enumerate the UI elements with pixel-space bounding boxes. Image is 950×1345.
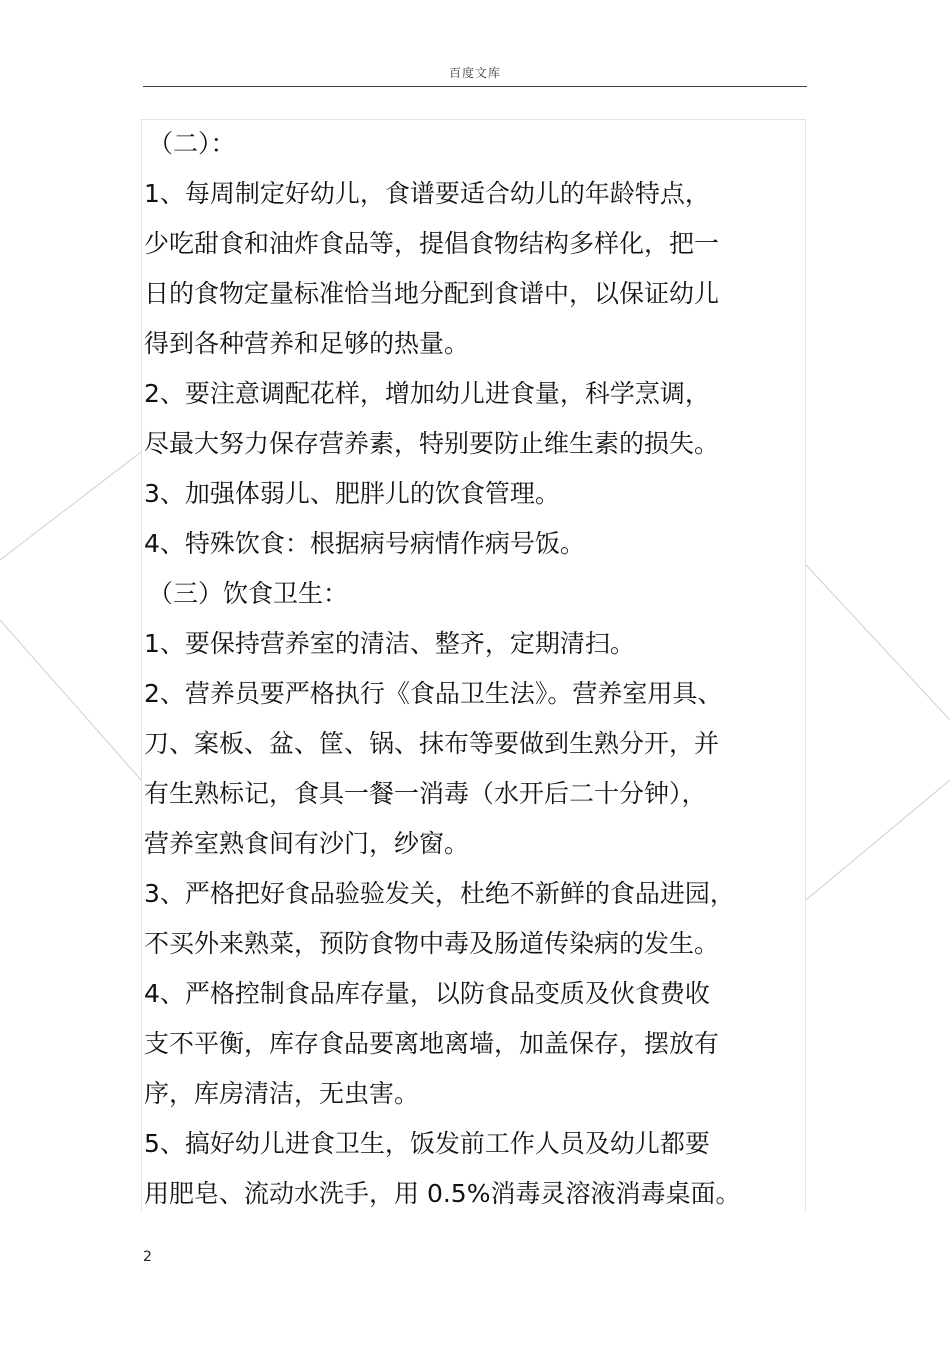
- paragraph-line: 日的食物定量标准恰当地分配到食谱中，以保证幼儿: [144, 279, 720, 308]
- paragraph-line: 不买外来熟菜，预防食物中毒及肠道传染病的发生。: [144, 929, 720, 958]
- paragraph-line: 3、严格把好食品验验发关，杜绝不新鲜的食品进园，: [144, 879, 735, 908]
- paragraph-line: 用肥皂、流动水洗手，用 0.5%消毒灵溶液消毒桌面。: [144, 1179, 741, 1208]
- paragraph-line: 4、严格控制食品库存量，以防食品变质及伙食费收: [144, 979, 710, 1008]
- paragraph-line: 少吃甜食和油炸食品等，提倡食物结构多样化，把一: [144, 229, 720, 258]
- paragraph-line: 有生熟标记，食具一餐一消毒（水开后二十分钟），: [144, 779, 707, 808]
- paragraph-line: 刀、案板、盆、筐、锅、抹布等要做到生熟分开，并: [144, 729, 720, 758]
- paragraph-line: 2、要注意调配花样，增加幼儿进食量，科学烹调，: [144, 379, 710, 408]
- paragraph-line: 尽最大努力保存营养素，特别要防止维生素的损失。: [144, 429, 720, 458]
- document-body: [144, 119, 784, 1219]
- paragraph-line: 1、要保持营养室的清洁、整齐，定期清扫。: [144, 629, 635, 658]
- paragraph-line: 4、特殊饮食：根据病号病情作病号饭。: [144, 529, 585, 558]
- paragraph-line: 2、营养员要严格执行《食品卫生法》。营养室用具、: [144, 679, 723, 708]
- header-rule: [143, 86, 807, 87]
- page-header-title: 百度文库: [448, 66, 501, 80]
- paragraph-line: 1、每周制定好幼儿，食谱要适合幼儿的年龄特点，: [144, 179, 710, 208]
- paragraph-line: 支不平衡，库存食品要离地离墙，加盖保存，摆放有: [144, 1029, 720, 1058]
- paragraph-line: 3、加强体弱儿、肥胖儿的饮食管理。: [144, 479, 560, 508]
- section-heading: （二）：: [148, 129, 236, 158]
- paragraph-line: 得到各种营养和足够的热量。: [144, 329, 470, 358]
- section-heading: （三）饮食卫生：: [148, 579, 349, 608]
- paragraph-line: 5、搞好幼儿进食卫生，饭发前工作人员及幼儿都要: [144, 1129, 710, 1158]
- paragraph-line: 营养室熟食间有沙门，纱窗。: [144, 829, 470, 858]
- page-number: 2: [143, 1249, 152, 1265]
- paragraph-line: 序，库房清洁，无虫害。: [144, 1079, 420, 1108]
